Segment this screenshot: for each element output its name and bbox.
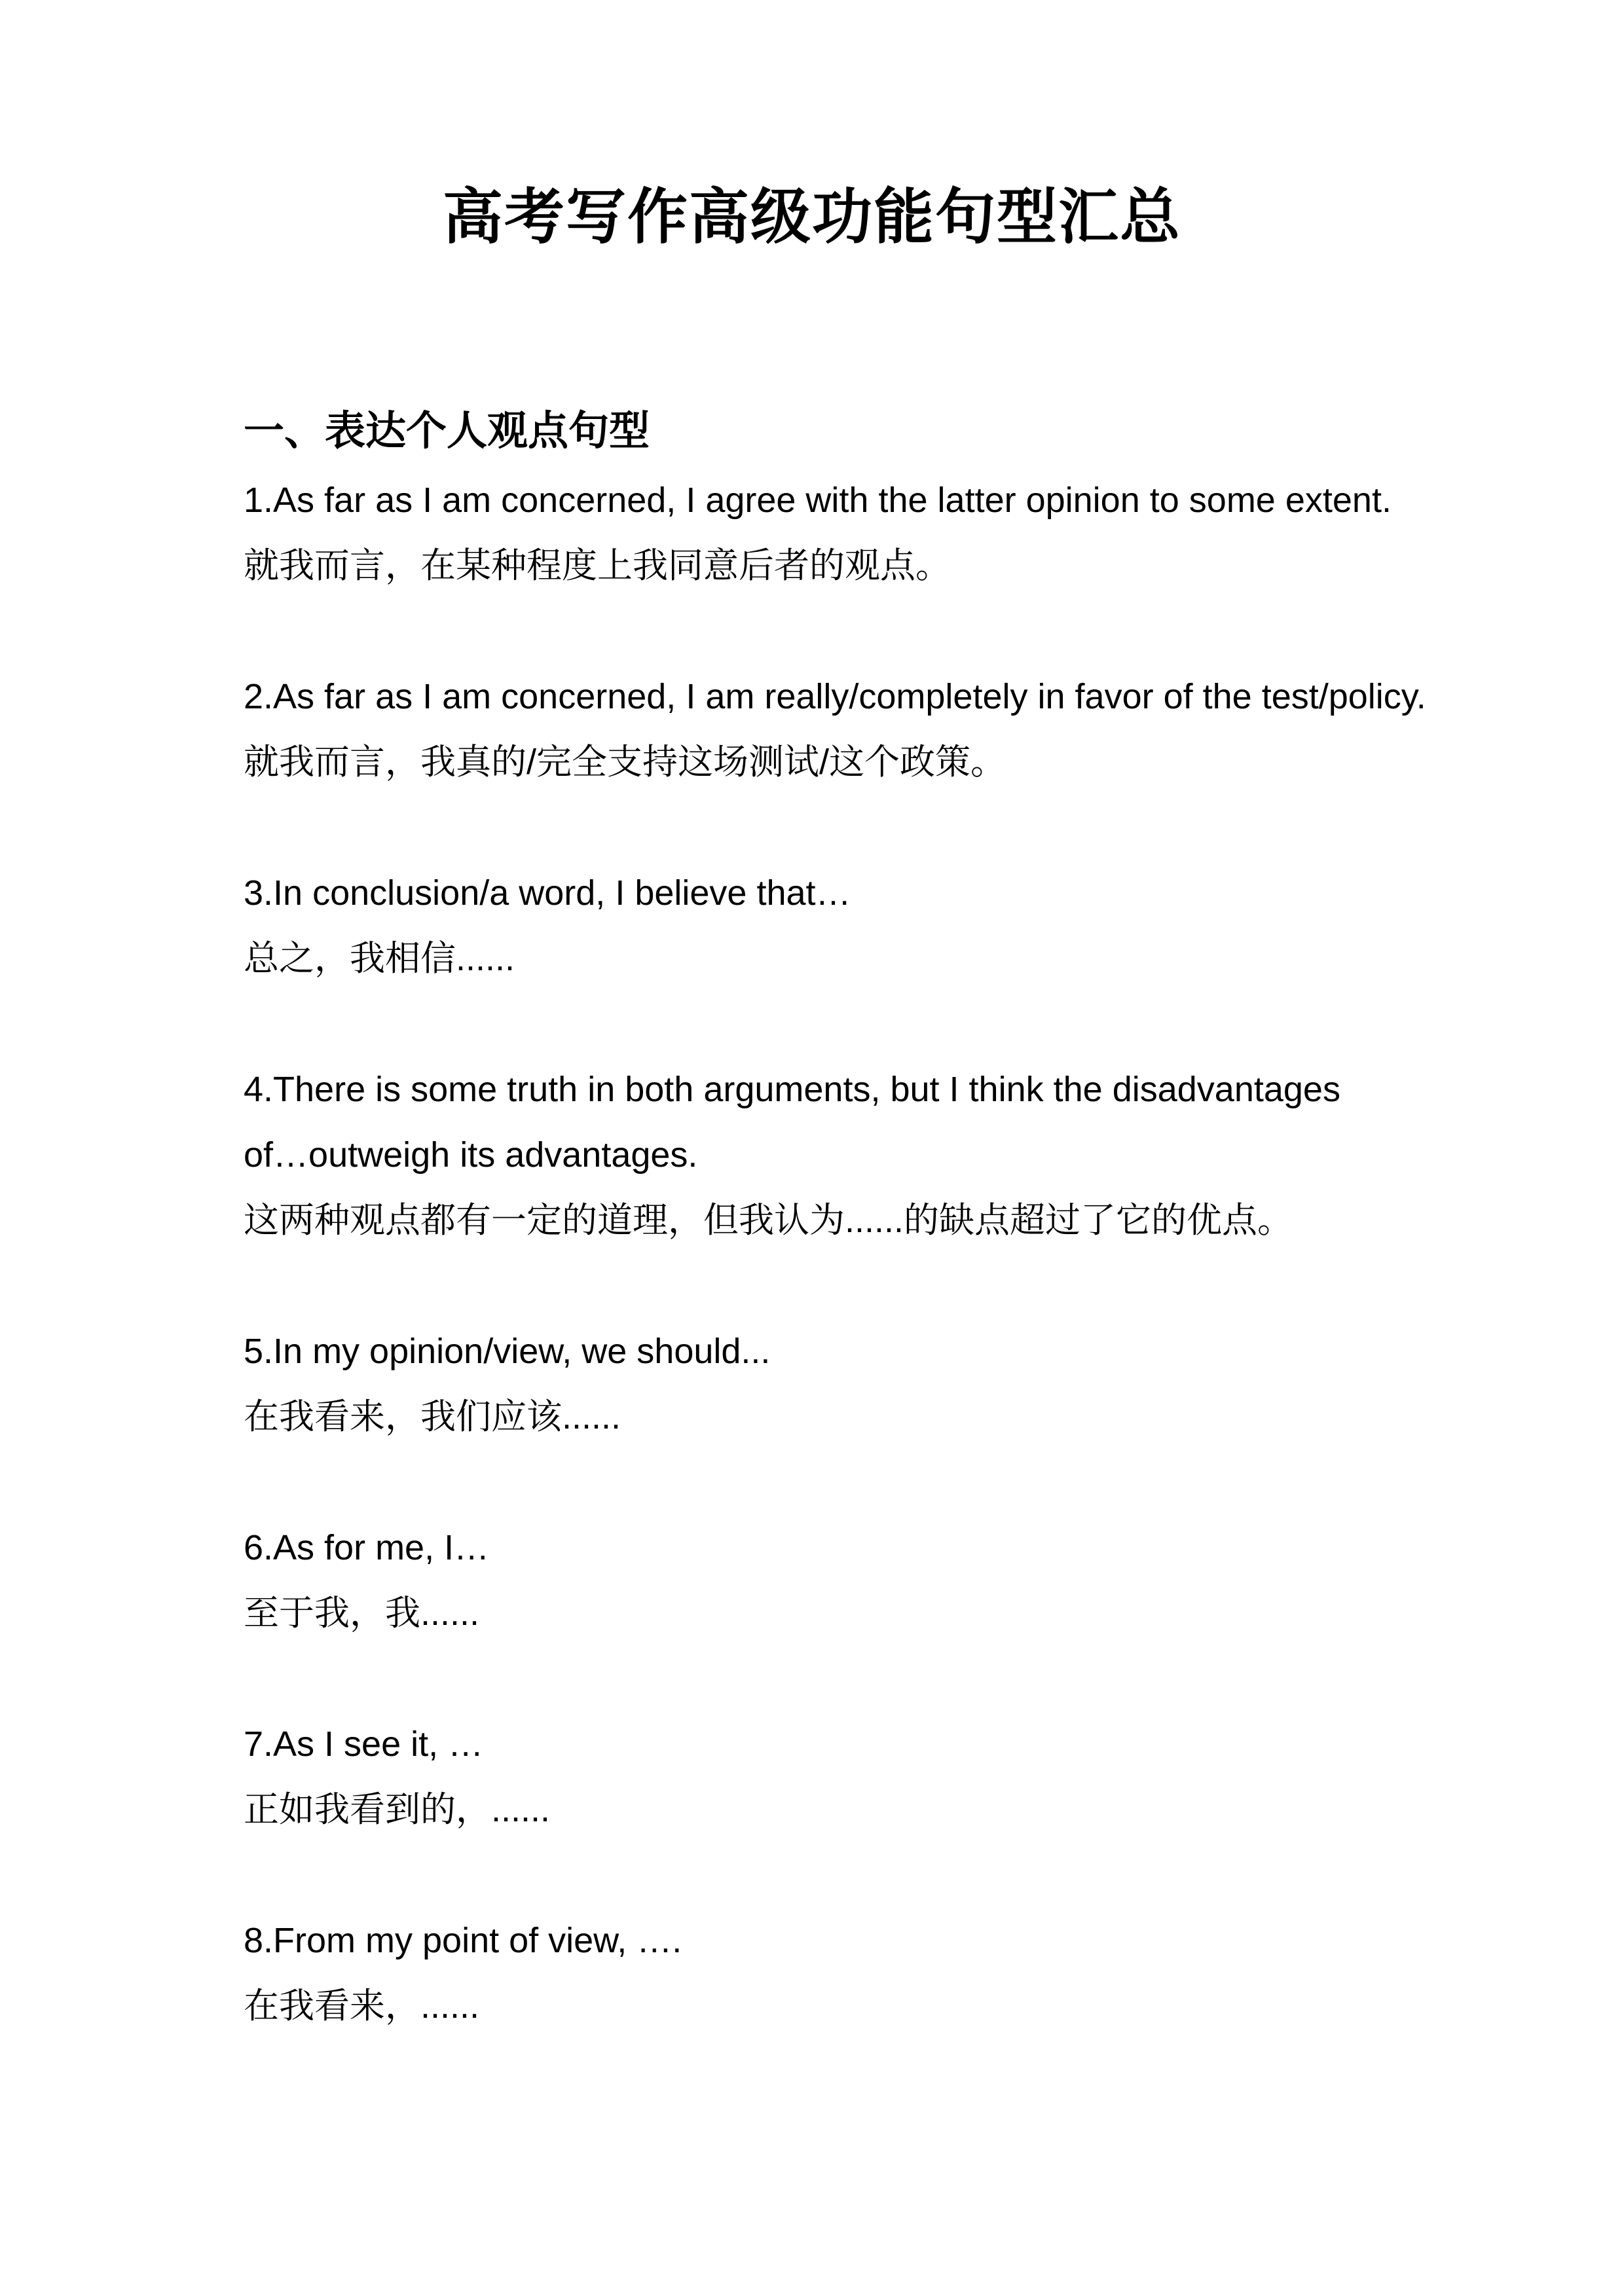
pattern-item-5 <box>244 1319 1408 1449</box>
english-sentence-continued: of…outweigh its advantages. <box>244 1135 698 1175</box>
document-title: 高考写作高级功能句型汇总 <box>442 184 1181 251</box>
english-sentence: 7.As I see it, … <box>244 1724 484 1764</box>
document-body <box>0 395 1624 2039</box>
chinese-translation: 总之，我相信...... <box>244 939 515 978</box>
english-sentence: 6.As for me, I… <box>244 1528 490 1567</box>
chinese-translation: 正如我看到的，...... <box>244 1790 551 1829</box>
english-sentence: 5.In my opinion/view, we should... <box>244 1332 771 1371</box>
pattern-item-8 <box>244 1908 1408 2039</box>
chinese-translation: 这两种观点都有一定的道理，但我认为......的缺点超过了它的优点。 <box>244 1201 1293 1240</box>
pattern-item-7 <box>244 1711 1408 1842</box>
chinese-translation: 在我看来，...... <box>244 1986 480 2026</box>
english-sentence: 4.There is some truth in both arguments, but I think the disadvantages <box>244 1070 1340 1109</box>
pattern-item-2 <box>244 664 1426 795</box>
chinese-translation: 至于我，我...... <box>244 1594 480 1633</box>
pattern-item-3 <box>244 860 1408 991</box>
pattern-item-6 <box>244 1515 1408 1646</box>
english-sentence: 1.As far as I am concerned, I agree with the latter opinion to some extent. <box>244 481 1392 520</box>
chinese-translation: 在我看来，我们应该...... <box>244 1397 621 1436</box>
english-sentence: 2.As far as I am concerned, I am really/completely in favor of the test/policy. <box>244 677 1426 716</box>
english-sentence: 8.From my point of view, …. <box>244 1921 682 1960</box>
pattern-item-1 <box>244 467 1408 598</box>
english-sentence: 3.In conclusion/a word, I believe that… <box>244 873 851 913</box>
pattern-item-4 <box>244 1057 1408 1253</box>
chinese-translation: 就我而言，我真的/完全支持这场测试/这个政策。 <box>244 742 1006 782</box>
section-heading: 一、表达个人观点句型 <box>244 409 650 454</box>
chinese-translation: 就我而言，在某种程度上我同意后者的观点。 <box>244 546 951 585</box>
